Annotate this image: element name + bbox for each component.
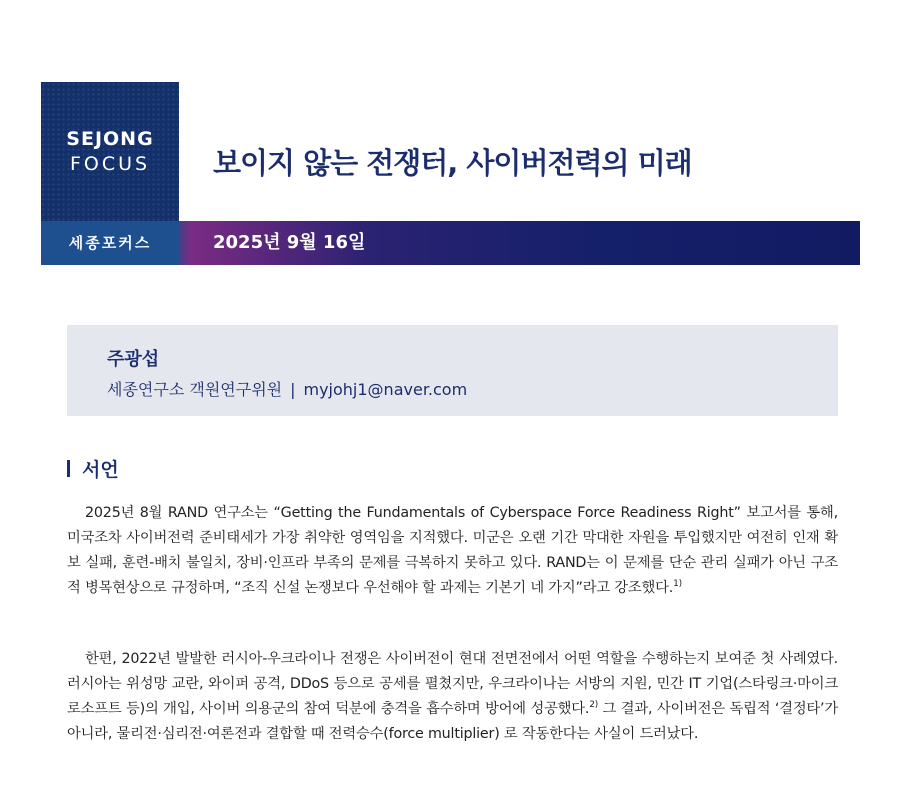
author-name: 주광섭 <box>107 349 160 370</box>
footnote-ref[interactable]: 1) <box>673 579 682 590</box>
logo-line-focus: FOCUS <box>69 153 151 175</box>
logo-line-sejong: SEJONG <box>66 128 154 150</box>
author-affiliation-line <box>107 377 467 400</box>
publish-date: 2025년 9월 16일 <box>213 232 366 253</box>
section-heading-text: 서언 <box>82 459 119 481</box>
paragraph-text-after: 그 결과, 사이버전은 독립적 ‘결정타’가 아니라, 물리전·심리전·여론전과 결합할 때 전력승수(force multiplier) 로 작동한다는 사실이 드러났다. <box>67 701 838 742</box>
series-label: 세종포커스 <box>41 221 179 265</box>
paragraph-text: 2025년 8월 RAND 연구소는 “Getting the Fundamentals of Cyberspace Force Readiness Right” 보고서를 통해, 미국조차 사이버전력 준비태세가 가장 취약한 영역임을 지적했다. 미군은 오랜 기간 막대한 자원을 투입했지만 여전히 인재 확보 실패, 훈련-배치 불일치, 장비·인프라 부족의 문제를 극복하지 못하고 있다. RAND는 이 문제를 단순 관리 실패가 아닌 구조적 병목현상으로 규정하며, “조직 신설 논쟁보다 우선해야 할 과제는 기본기 네 가지”라고 강조했다. <box>67 505 838 596</box>
author-separator: | <box>290 380 296 399</box>
author-box <box>67 325 838 416</box>
section-heading <box>67 455 119 482</box>
paragraph-intro-1 <box>67 501 838 601</box>
author-email[interactable]: myjohj1@naver.com <box>303 380 468 399</box>
document-title: 보이지 않는 전쟁터, 사이버전력의 미래 <box>213 146 692 180</box>
author-affiliation: 세종연구소 객원연구위원 <box>107 380 283 399</box>
section-bar-icon <box>67 460 70 477</box>
sejong-focus-logo <box>41 82 179 221</box>
header-band <box>41 221 860 265</box>
paragraph-intro-2 <box>67 647 838 747</box>
footnote-ref[interactable]: 2) <box>589 700 599 711</box>
paragraph-text: 한편, 2022년 발발한 러시아-우크라이나 전쟁은 사이버전이 현대 전면전에서 어떤 역할을 수행하는지 보여준 첫 사례였다. 러시아는 위성망 교란, 와이퍼 공격, DDoS 등으로 공세를 펼쳤지만, 우크라이나는 서방의 지원, 민간 IT 기업(스타링크·마이크로소프트 등)의 개입, 사이버 의용군의 참여 덕분에 충격을 흡수하며 방어에 성공했다. <box>67 651 838 717</box>
